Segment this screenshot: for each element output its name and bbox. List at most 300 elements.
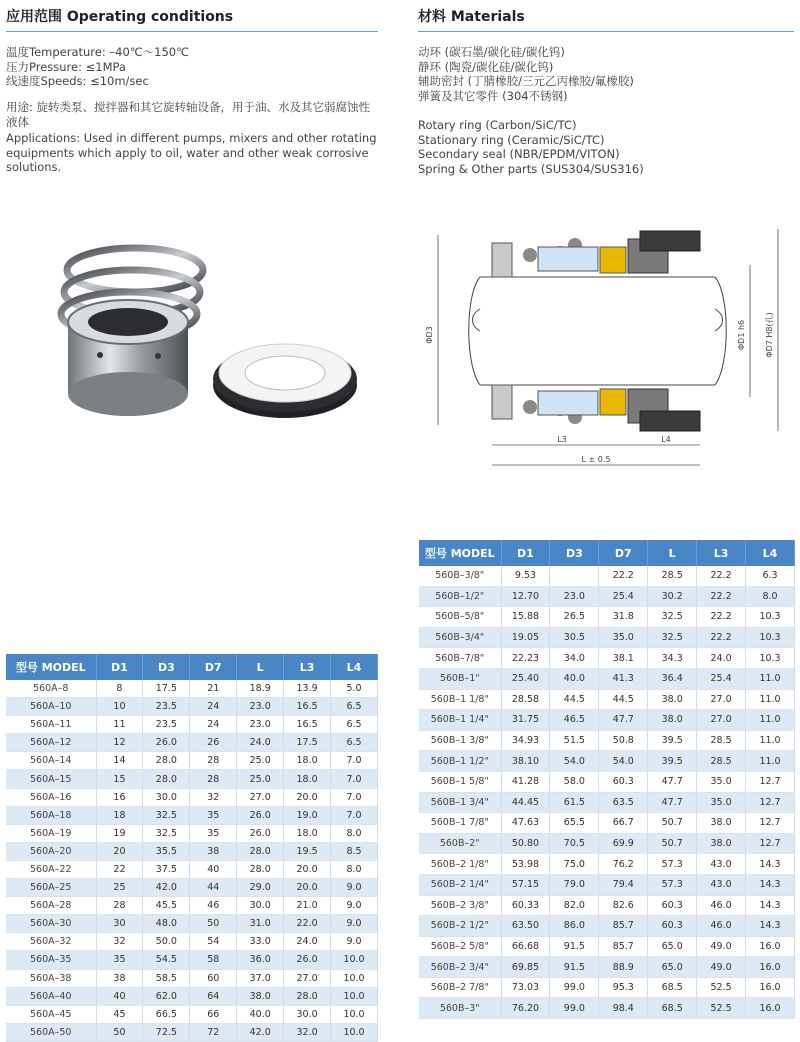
column-header: D1 xyxy=(96,654,143,680)
table-cell: 64 xyxy=(190,987,237,1005)
table-cell: 50.7 xyxy=(648,813,697,834)
table-cell: 27.0 xyxy=(697,689,746,710)
table-cell: 21 xyxy=(190,680,237,698)
table-cell: 32.5 xyxy=(143,806,190,824)
upper-seal-section xyxy=(492,231,700,277)
table-cell: 35.0 xyxy=(599,627,648,648)
table-cell: 28.0 xyxy=(143,770,190,788)
table-cell: 28.0 xyxy=(237,860,284,878)
table-cell: 32.5 xyxy=(648,627,697,648)
materials-rule xyxy=(418,31,794,32)
usage-cn: 用途: 旋转类泵、搅拌器和其它旋转轴设备，用于油、水及其它弱腐蚀性液体 xyxy=(6,100,371,129)
table-cell: 12.7 xyxy=(746,813,795,834)
table-cell: 85.7 xyxy=(599,916,648,937)
table-cell: 18.0 xyxy=(284,752,331,770)
table-cell: 10.0 xyxy=(331,987,378,1005)
table-cell: 17.5 xyxy=(284,734,331,752)
table-cell: 39.5 xyxy=(648,730,697,751)
table-cell: 11.0 xyxy=(746,730,795,751)
table-cell: 28.0 xyxy=(237,842,284,860)
table-cell: 35 xyxy=(96,951,143,969)
table-cell: 560A–14 xyxy=(6,752,96,770)
table-cell: 65.0 xyxy=(648,936,697,957)
table-cell: 9.0 xyxy=(331,897,378,915)
table-cell: 36.4 xyxy=(648,668,697,689)
table-cell: 18.0 xyxy=(284,770,331,788)
table-cell: 12.7 xyxy=(746,833,795,854)
table-cell: 15.88 xyxy=(501,607,550,628)
table-cell: 22.2 xyxy=(697,607,746,628)
table-cell: 65.5 xyxy=(550,813,599,834)
table-cell: 7.0 xyxy=(331,752,378,770)
table-cell: 51.5 xyxy=(550,730,599,751)
table-row xyxy=(419,607,795,628)
table-cell: 35 xyxy=(190,824,237,842)
table-cell: 63.5 xyxy=(599,792,648,813)
table-row xyxy=(419,916,795,937)
table-cell: 35 xyxy=(190,806,237,824)
table-cell: 10.0 xyxy=(331,951,378,969)
table-row xyxy=(6,680,378,698)
table-cell: 560A–38 xyxy=(6,969,96,987)
table-row xyxy=(419,771,795,792)
table-cell: 38 xyxy=(96,969,143,987)
table-cell: 60.3 xyxy=(648,916,697,937)
table-cell: 25 xyxy=(96,879,143,897)
table-cell: 53.98 xyxy=(501,854,550,875)
table-cell: 60 xyxy=(190,969,237,987)
table-cell: 26.0 xyxy=(237,806,284,824)
stationary-ring-cn: 静环 (陶瓷/碳化硅/碳化钨) xyxy=(418,59,554,74)
table-cell: 42.0 xyxy=(143,879,190,897)
table-cell: 38.0 xyxy=(648,689,697,710)
table-cell xyxy=(550,566,599,586)
table-cell: 58.0 xyxy=(550,771,599,792)
table-cell: 560B–1/2" xyxy=(419,586,501,607)
table-row xyxy=(419,977,795,998)
table-cell: 68.5 xyxy=(648,998,697,1019)
table-cell: 28.58 xyxy=(501,689,550,710)
table-cell: 32 xyxy=(96,933,143,951)
table-cell: 40 xyxy=(190,860,237,878)
table-cell: 58 xyxy=(190,951,237,969)
table-cell: 91.5 xyxy=(550,957,599,978)
table-cell: 560B–1 1/2" xyxy=(419,751,501,772)
table-row xyxy=(6,842,378,860)
table-row xyxy=(6,770,378,788)
table-cell: 82.6 xyxy=(599,895,648,916)
table-cell: 30 xyxy=(96,915,143,933)
table-cell: 30.0 xyxy=(284,1005,331,1023)
table-cell: 22.0 xyxy=(284,915,331,933)
table-cell: 25.4 xyxy=(697,668,746,689)
column-header: D3 xyxy=(550,540,599,566)
operating-conditions-title: 应用范围 Operating conditions xyxy=(6,9,234,25)
spec-table-560a xyxy=(6,654,378,1042)
table-cell: 560B–2 5/8" xyxy=(419,936,501,957)
table-row xyxy=(6,987,378,1005)
rotary-ring-cn: 动环 (碳石墨/碳化硅/碳化钨) xyxy=(418,45,565,59)
table-cell: 73.03 xyxy=(501,977,550,998)
table-cell: 28 xyxy=(190,770,237,788)
column-header: L xyxy=(648,540,697,566)
d1-dimension-label: ΦD1 h6 xyxy=(737,319,746,351)
table-cell: 12.70 xyxy=(501,586,550,607)
table-row xyxy=(419,792,795,813)
table-cell: 43.0 xyxy=(697,854,746,875)
table-cell: 45.5 xyxy=(143,897,190,915)
table-cell: 28.5 xyxy=(697,751,746,772)
table-row xyxy=(419,895,795,916)
table-cell: 560A–11 xyxy=(6,716,96,734)
table-cell: 14.3 xyxy=(746,916,795,937)
table-row xyxy=(6,788,378,806)
table-body xyxy=(6,680,378,1041)
table-cell: 22 xyxy=(96,860,143,878)
table-cell: 31.8 xyxy=(599,607,648,628)
materials-cn-list xyxy=(418,45,634,103)
table-cell: 7.0 xyxy=(331,770,378,788)
table-row xyxy=(419,710,795,731)
table-cell: 560A–12 xyxy=(6,734,96,752)
pressure-line: 压力Pressure: ≤1MPa xyxy=(6,59,126,74)
table-cell: 16.0 xyxy=(746,977,795,998)
table-cell: 560B–1 7/8" xyxy=(419,813,501,834)
table-cell: 54.0 xyxy=(599,751,648,772)
table-cell: 560A–22 xyxy=(6,860,96,878)
table-header-row xyxy=(6,654,378,680)
table-cell: 50.8 xyxy=(599,730,648,751)
table-cell: 49.0 xyxy=(697,957,746,978)
table-cell: 560B–2 3/8" xyxy=(419,895,501,916)
table-cell: 82.0 xyxy=(550,895,599,916)
table-cell: 46.0 xyxy=(697,916,746,937)
table-cell: 7.0 xyxy=(331,788,378,806)
table-row xyxy=(6,734,378,752)
table-cell: 38 xyxy=(190,842,237,860)
rotary-ring-en: Rotary ring (Carbon/SiC/TC) xyxy=(418,118,577,132)
table-cell: 34.0 xyxy=(550,648,599,669)
table-row xyxy=(6,752,378,770)
table-cell: 16.5 xyxy=(284,698,331,716)
table-cell: 72.5 xyxy=(143,1023,190,1041)
table-row xyxy=(419,936,795,957)
table-cell: 66.68 xyxy=(501,936,550,957)
table-row xyxy=(6,698,378,716)
table-cell: 38.1 xyxy=(599,648,648,669)
table-cell: 560B–2 1/4" xyxy=(419,874,501,895)
table-cell: 85.7 xyxy=(599,936,648,957)
table-cell: 14.3 xyxy=(746,895,795,916)
table-cell: 38.0 xyxy=(648,710,697,731)
table-cell: 42.0 xyxy=(237,1023,284,1041)
column-header: D3 xyxy=(143,654,190,680)
column-header: D7 xyxy=(190,654,237,680)
table-cell: 36.0 xyxy=(237,951,284,969)
table-cell: 38.0 xyxy=(697,813,746,834)
table-cell: 35.0 xyxy=(697,771,746,792)
table-cell: 25.0 xyxy=(237,770,284,788)
table-cell: 29.0 xyxy=(237,879,284,897)
table-cell: 35.0 xyxy=(697,792,746,813)
table-cell: 11 xyxy=(96,716,143,734)
table-cell: 46.5 xyxy=(550,710,599,731)
materials-en-list xyxy=(418,118,644,176)
table-row xyxy=(419,957,795,978)
table-cell: 560B–1 5/8" xyxy=(419,771,501,792)
table-cell: 27.0 xyxy=(697,710,746,731)
l-dimension-label: L ± 0.5 xyxy=(581,455,611,464)
table-header-row xyxy=(419,540,795,566)
table-cell: 19.5 xyxy=(284,842,331,860)
table-cell: 24.0 xyxy=(697,648,746,669)
table-cell: 62.0 xyxy=(143,987,190,1005)
table-cell: 86.0 xyxy=(550,916,599,937)
table-row xyxy=(6,933,378,951)
table-cell: 40 xyxy=(96,987,143,1005)
lower-seal-section xyxy=(492,385,700,431)
table-cell: 16.0 xyxy=(746,957,795,978)
table-cell: 95.3 xyxy=(599,977,648,998)
table-row xyxy=(419,668,795,689)
table-cell: 49.0 xyxy=(697,936,746,957)
table-row xyxy=(6,969,378,987)
table-cell: 99.0 xyxy=(550,977,599,998)
table-row xyxy=(6,716,378,734)
table-cell: 23.0 xyxy=(237,698,284,716)
table-cell: 560B–1 1/4" xyxy=(419,710,501,731)
table-cell: 41.3 xyxy=(599,668,648,689)
table-cell: 60.33 xyxy=(501,895,550,916)
table-cell: 30.5 xyxy=(550,627,599,648)
table-cell: 10.3 xyxy=(746,648,795,669)
table-cell: 91.5 xyxy=(550,936,599,957)
table-cell: 560B–2 7/8" xyxy=(419,977,501,998)
table-cell: 70.5 xyxy=(550,833,599,854)
table-cell: 8 xyxy=(96,680,143,698)
table-cell: 34.93 xyxy=(501,730,550,751)
table-cell: 560B–3" xyxy=(419,998,501,1019)
column-header: L4 xyxy=(331,654,378,680)
shaft-outline xyxy=(469,277,727,385)
table-cell: 48.0 xyxy=(143,915,190,933)
table-cell: 6.5 xyxy=(331,716,378,734)
seal-cross-section-drawing xyxy=(410,225,795,475)
operating-conditions-list xyxy=(6,45,189,89)
table-row xyxy=(6,806,378,824)
column-header: 型号 MODEL xyxy=(6,654,96,680)
table-cell: 69.85 xyxy=(501,957,550,978)
table-cell: 560A–32 xyxy=(6,933,96,951)
table-cell: 560A–25 xyxy=(6,879,96,897)
table-cell: 47.7 xyxy=(648,771,697,792)
table-cell: 20 xyxy=(96,842,143,860)
table-row xyxy=(6,879,378,897)
table-row xyxy=(419,648,795,669)
table-cell: 35.5 xyxy=(143,842,190,860)
table-cell: 38.0 xyxy=(697,833,746,854)
column-header: L4 xyxy=(746,540,795,566)
usage-en: Applications: Used in different pumps, mixers and other rotating equipments which apply to oil, water and other weak corrosive solutions. xyxy=(6,131,377,174)
table-cell: 560B–2 1/2" xyxy=(419,916,501,937)
table-cell: 20.0 xyxy=(284,788,331,806)
table-cell: 32.5 xyxy=(648,607,697,628)
table-cell: 32.0 xyxy=(284,1023,331,1041)
materials-title: 材料 Materials xyxy=(418,9,525,25)
table-cell: 69.9 xyxy=(599,833,648,854)
table-cell: 98.4 xyxy=(599,998,648,1019)
table-cell: 11.0 xyxy=(746,668,795,689)
table-cell: 25.40 xyxy=(501,668,550,689)
column-header: L xyxy=(237,654,284,680)
table-cell: 68.5 xyxy=(648,977,697,998)
table-row xyxy=(6,951,378,969)
table-cell: 66.7 xyxy=(599,813,648,834)
table-cell: 27.0 xyxy=(237,788,284,806)
table-cell: 54 xyxy=(190,933,237,951)
table-cell: 37.5 xyxy=(143,860,190,878)
table-cell: 10.0 xyxy=(331,1023,378,1041)
table-cell: 22.23 xyxy=(501,648,550,669)
table-cell: 560B–2 3/4" xyxy=(419,957,501,978)
table-cell: 11.0 xyxy=(746,689,795,710)
table-cell: 6.3 xyxy=(746,566,795,586)
temperature-line: 温度Temperature: –40℃～150℃ xyxy=(6,45,190,59)
table-cell: 88.9 xyxy=(599,957,648,978)
table-cell: 16.0 xyxy=(746,998,795,1019)
table-cell: 6.5 xyxy=(331,698,378,716)
table-cell: 22.2 xyxy=(697,586,746,607)
table-cell: 14.3 xyxy=(746,854,795,875)
table-cell: 28 xyxy=(190,752,237,770)
operating-conditions-rule xyxy=(6,31,378,32)
table-cell: 50 xyxy=(190,915,237,933)
table-cell: 28.5 xyxy=(648,566,697,586)
table-cell: 560B–3/8" xyxy=(419,566,501,586)
table-cell: 12.7 xyxy=(746,771,795,792)
table-cell: 46.0 xyxy=(697,895,746,916)
table-cell: 22.2 xyxy=(599,566,648,586)
table-cell: 57.3 xyxy=(648,874,697,895)
table-row xyxy=(419,689,795,710)
table-cell: 22.2 xyxy=(697,627,746,648)
table-cell: 20.0 xyxy=(284,860,331,878)
table-cell: 560A–8 xyxy=(6,680,96,698)
table-cell: 18.9 xyxy=(237,680,284,698)
table-cell: 10 xyxy=(96,698,143,716)
d7-dimension-label: ΦD7 H8(孔) xyxy=(765,312,774,358)
table-cell: 560B–2 1/8" xyxy=(419,854,501,875)
table-cell: 14.3 xyxy=(746,874,795,895)
table-cell: 39.5 xyxy=(648,751,697,772)
table-cell: 24.0 xyxy=(237,734,284,752)
table-cell: 57.3 xyxy=(648,854,697,875)
table-cell: 560A–16 xyxy=(6,788,96,806)
table-cell: 38.0 xyxy=(237,987,284,1005)
table-cell: 560A–15 xyxy=(6,770,96,788)
table-cell: 24.0 xyxy=(284,933,331,951)
table-cell: 22.2 xyxy=(697,566,746,586)
table-cell: 18.0 xyxy=(284,824,331,842)
table-cell: 79.4 xyxy=(599,874,648,895)
table-cell: 50.7 xyxy=(648,833,697,854)
table-cell: 10.3 xyxy=(746,607,795,628)
table-cell: 25.0 xyxy=(237,752,284,770)
table-cell: 560A–20 xyxy=(6,842,96,860)
table-cell: 560B–3/4" xyxy=(419,627,501,648)
table-cell: 76.20 xyxy=(501,998,550,1019)
column-header: 型号 MODEL xyxy=(419,540,501,566)
table-cell: 560B–1 3/4" xyxy=(419,792,501,813)
table-cell: 34.3 xyxy=(648,648,697,669)
table-cell: 60.3 xyxy=(648,895,697,916)
table-cell: 560A–28 xyxy=(6,897,96,915)
table-cell: 9.53 xyxy=(501,566,550,586)
table-cell: 20.0 xyxy=(284,879,331,897)
table-cell: 560B–1" xyxy=(419,668,501,689)
table-cell: 26.0 xyxy=(237,824,284,842)
table-row xyxy=(419,998,795,1019)
table-cell: 50.80 xyxy=(501,833,550,854)
table-cell: 16.0 xyxy=(746,936,795,957)
table-cell: 560B–5/8" xyxy=(419,607,501,628)
table-cell: 21.0 xyxy=(284,897,331,915)
table-row xyxy=(6,1023,378,1041)
table-cell: 24 xyxy=(190,716,237,734)
table-cell: 19.0 xyxy=(284,806,331,824)
secondary-seal-cn: 辅助密封 (丁腈橡胶/三元乙丙橡胶/氟橡胶) xyxy=(418,74,634,88)
table-cell: 76.2 xyxy=(599,854,648,875)
table-cell: 24 xyxy=(190,698,237,716)
table-row xyxy=(419,730,795,751)
table-cell: 41.28 xyxy=(501,771,550,792)
table-cell: 560A–19 xyxy=(6,824,96,842)
table-cell: 560A–18 xyxy=(6,806,96,824)
table-cell: 31.75 xyxy=(501,710,550,731)
table-row xyxy=(419,813,795,834)
table-cell: 560A–50 xyxy=(6,1023,96,1041)
table-cell: 18 xyxy=(96,806,143,824)
table-cell: 40.0 xyxy=(550,668,599,689)
seal-metal-body xyxy=(68,300,188,416)
table-cell: 43.0 xyxy=(697,874,746,895)
table-cell: 50 xyxy=(96,1023,143,1041)
table-row xyxy=(6,860,378,878)
table-cell: 72 xyxy=(190,1023,237,1041)
table-cell: 12 xyxy=(96,734,143,752)
table-cell: 46 xyxy=(190,897,237,915)
table-cell: 52.5 xyxy=(697,998,746,1019)
table-cell: 44 xyxy=(190,879,237,897)
table-cell: 28.5 xyxy=(697,730,746,751)
table-cell: 65.0 xyxy=(648,957,697,978)
table-cell: 560B–1 3/8" xyxy=(419,730,501,751)
table-cell: 10.3 xyxy=(746,627,795,648)
spec-table-560b xyxy=(419,540,795,1019)
table-cell: 28.0 xyxy=(143,752,190,770)
table-cell: 50.0 xyxy=(143,933,190,951)
d3-dimension-label: ΦD3 xyxy=(425,326,434,344)
table-cell: 47.63 xyxy=(501,813,550,834)
table-cell: 13.9 xyxy=(284,680,331,698)
table-cell: 19.05 xyxy=(501,627,550,648)
table-cell: 11.0 xyxy=(746,751,795,772)
table-cell: 9.0 xyxy=(331,915,378,933)
table-cell: 61.5 xyxy=(550,792,599,813)
table-cell: 14 xyxy=(96,752,143,770)
table-cell: 6.5 xyxy=(331,734,378,752)
table-cell: 75.0 xyxy=(550,854,599,875)
